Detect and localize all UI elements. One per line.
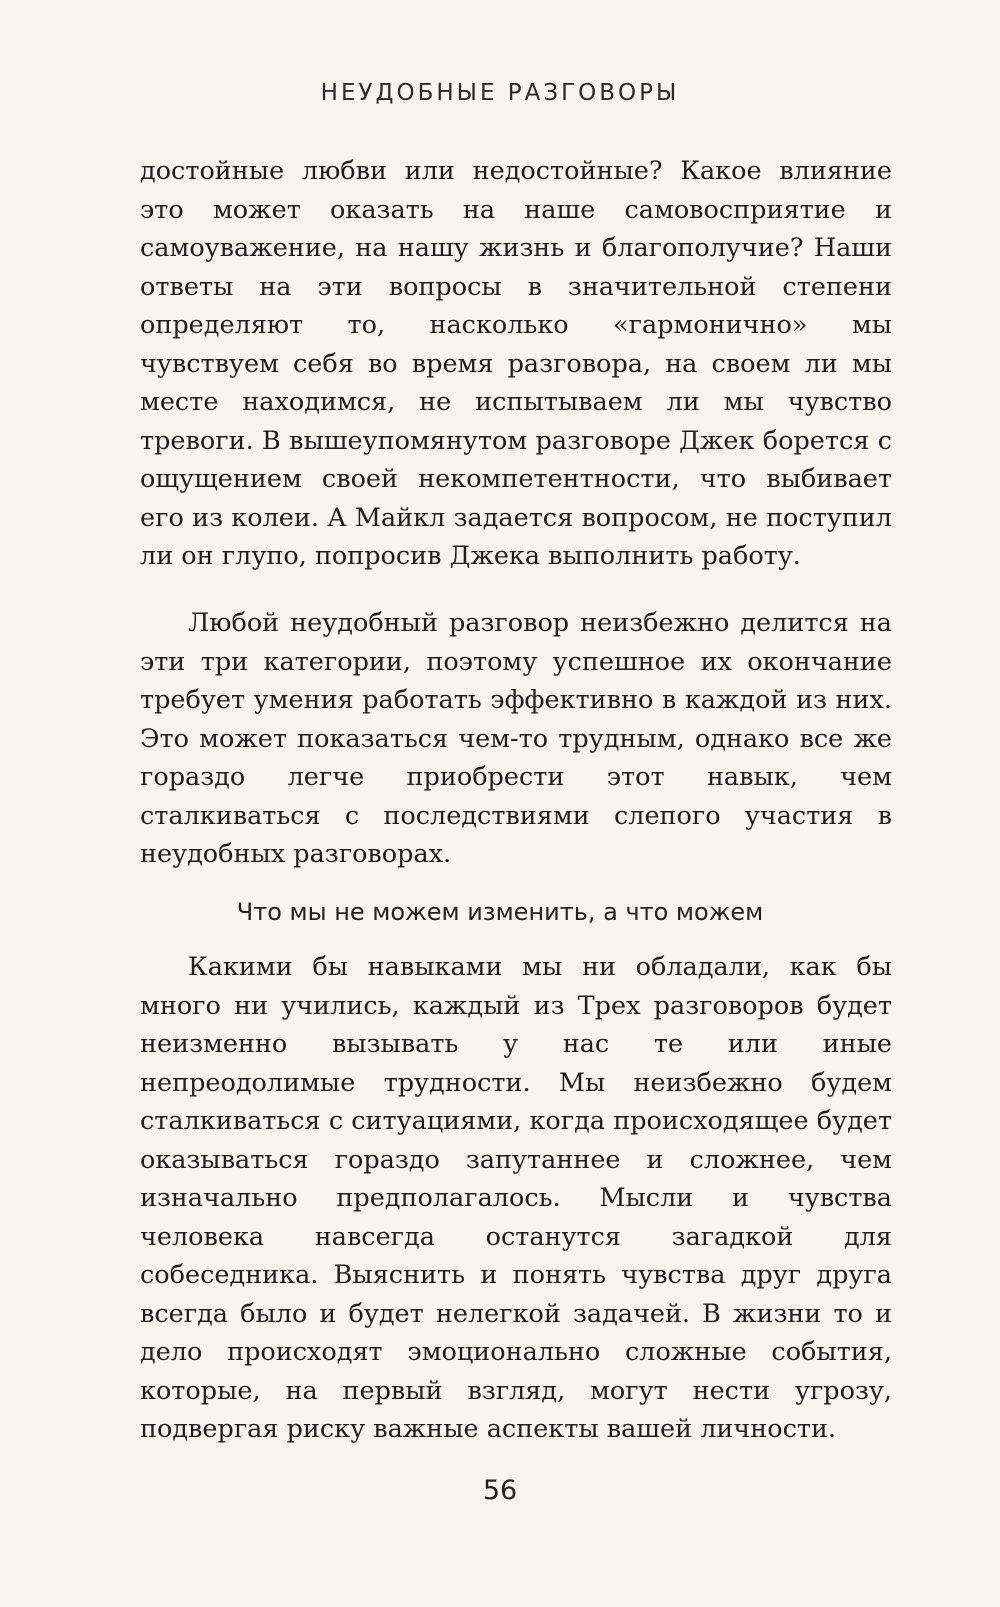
text-block-continued: [140, 152, 892, 576]
page-number: 56: [482, 1475, 518, 1506]
text-block-section: [140, 948, 892, 1449]
paragraph-section: Какими бы навыками мы ни обладали, как бы много ни учились, каждый из Трех разговоров будет неизменно вызывать у нас те или иные непреодолимые трудности. Мы неизбежно будем сталкиваться с ситуациями, когда происходящее будет оказываться гораздо запутаннее и сложнее, чем изначально предполагалось. Мысли и чувства человека навсегда останутся загадкой для собеседника. Выяснить и понять чувства друг друга всегда было и будет нелегкой задачей. В жизни то и дело происходят эмоционально сложные события, которые, на первый взгляд, могут нести угрозу, подвергая риску важные аспекты вашей личности.: [140, 952, 892, 1444]
text-block-categories: [140, 604, 892, 874]
running-head: НЕУДОБНЫЕ РАЗГОВОРЫ: [320, 80, 680, 106]
section-heading: Что мы не можем изменить, а что можем: [236, 898, 764, 926]
paragraph-categories: Любой неудобный разговор неизбежно делится на эти три категории, поэтому успешное их окончание требует умения работать эффективно в каждой из них. Это может показаться чем-то трудным, однако все же гораздо легче приобрести этот навык, чем сталкиваться с последствиями слепого участия в неудобных разговорах.: [140, 608, 892, 869]
paragraph-continued: достойные любви или недостойные? Какое влияние это может оказать на наше самовосприятие и самоуважение, на нашу жизнь и благополучие? Наши ответы на эти вопросы в значительной степени определяют то, насколько «гармонично» мы чувствуем себя во время разговора, на своем ли мы месте находимся, не испытываем ли мы чувство тревоги. В вышеупомянутом разговоре Джек борется с ощущением своей некомпетентности, что выбивает его из колеи. А Майкл задается вопросом, не поступил ли он глупо, попросив Джека выполнить работу.: [140, 156, 892, 571]
